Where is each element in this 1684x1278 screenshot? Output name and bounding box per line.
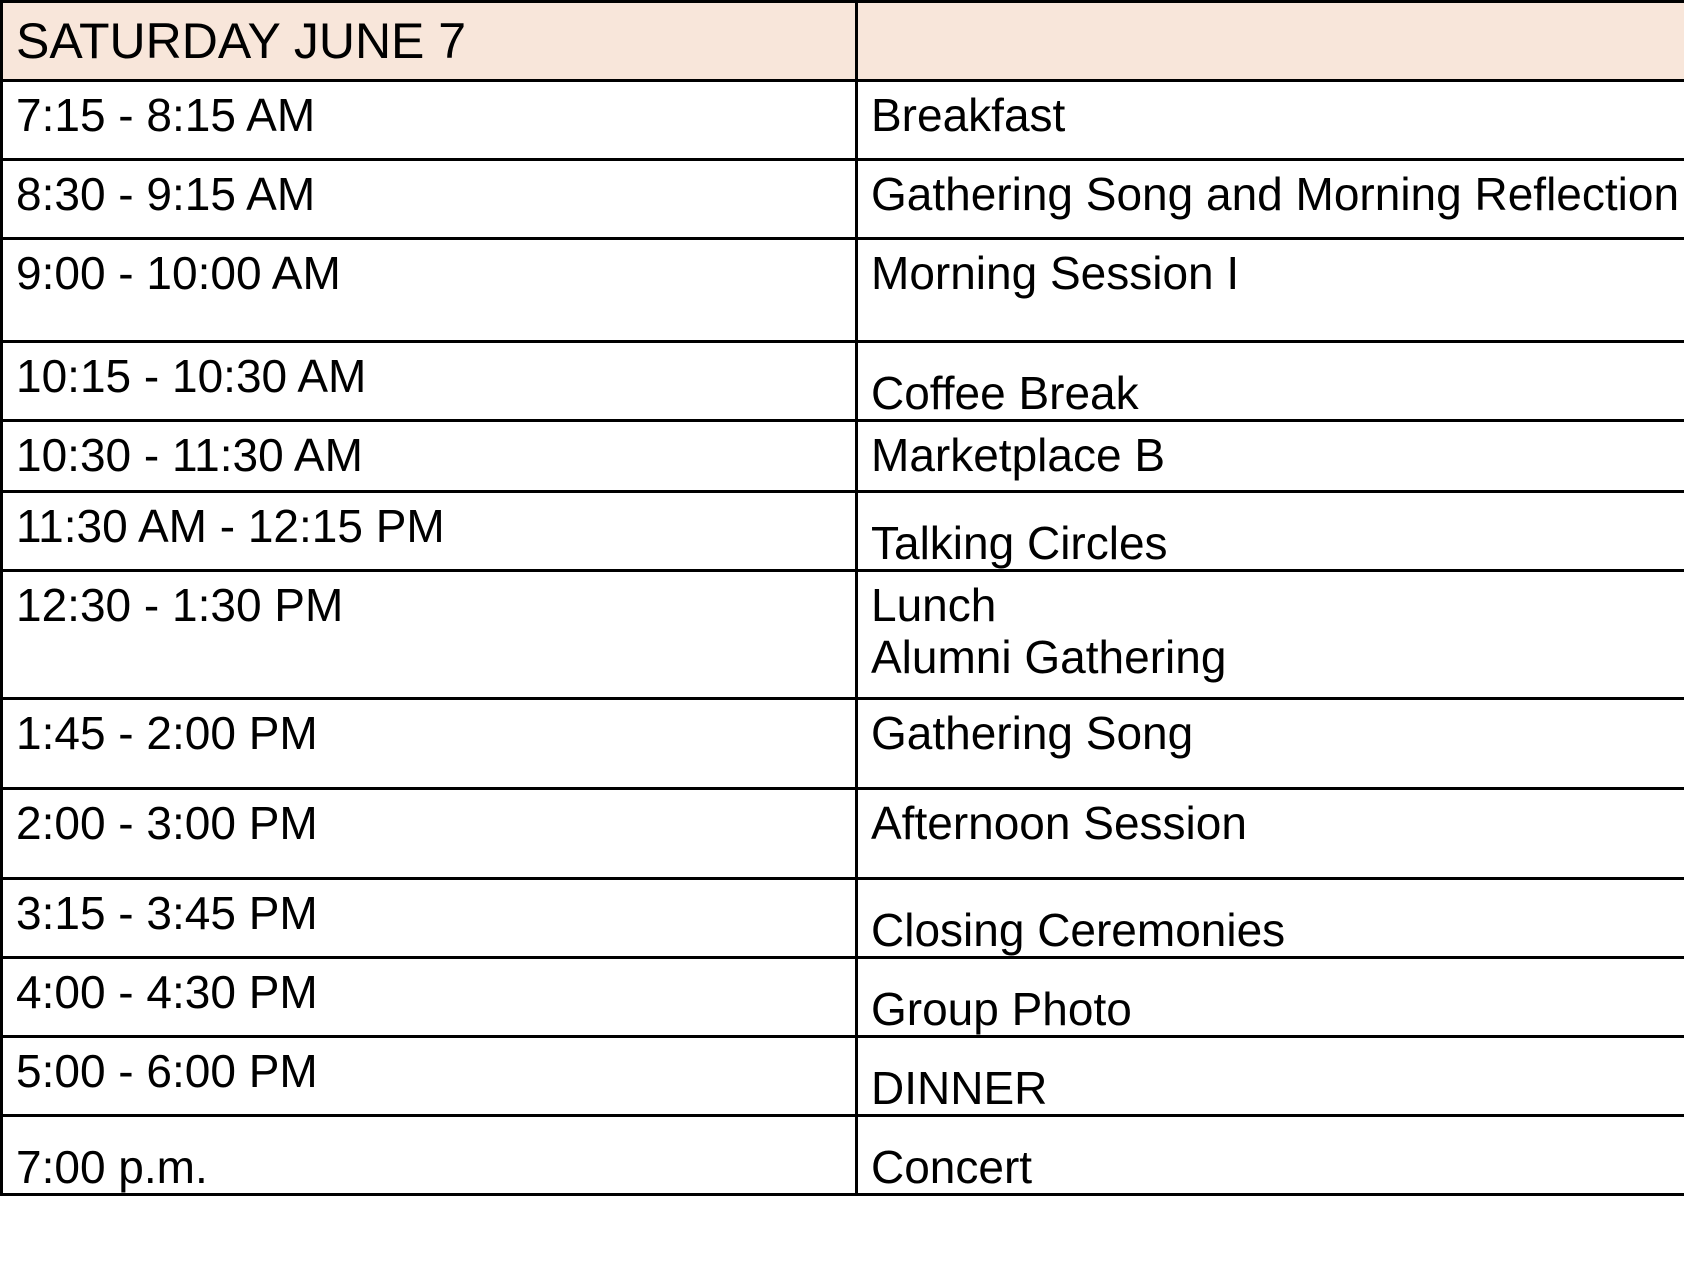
time-cell: [2, 342, 857, 421]
time-text: 11:30 AM - 12:15 PM: [16, 500, 445, 552]
schedule-row: [2, 342, 1684, 421]
time-text: 12:30 - 1:30 PM: [16, 579, 344, 631]
time-text: 10:15 - 10:30 AM: [16, 350, 367, 402]
event-cell: [857, 342, 1684, 421]
time-cell: [2, 699, 857, 789]
time-cell: [2, 571, 857, 699]
event-text: Gathering Song and Morning Reflection: [871, 168, 1680, 220]
event-text: Gathering Song: [871, 707, 1194, 759]
schedule-row: [2, 160, 1684, 239]
event-text-group: [871, 572, 1684, 683]
time-cell: [2, 789, 857, 879]
schedule-row: [2, 239, 1684, 342]
time-text: 10:30 - 11:30 AM: [16, 429, 363, 481]
event-cell: [857, 81, 1684, 160]
time-cell: [2, 879, 857, 958]
event-cell: [857, 1037, 1684, 1116]
time-text: 1:45 - 2:00 PM: [16, 707, 318, 759]
event-text: Breakfast: [871, 89, 1066, 141]
schedule-row: [2, 789, 1684, 879]
time-cell: [2, 1116, 857, 1195]
time-cell: [2, 239, 857, 342]
header-row: [2, 2, 1684, 81]
event-text: Concert: [871, 1141, 1033, 1193]
event-text: Closing Ceremonies: [871, 904, 1286, 956]
day-title: SATURDAY JUNE 7: [2, 2, 857, 81]
schedule-row: [2, 421, 1684, 492]
event-cell: [857, 1116, 1684, 1195]
time-cell: [2, 492, 857, 571]
time-text: 8:30 - 9:15 AM: [16, 168, 316, 220]
event-cell: [857, 879, 1684, 958]
time-text: 3:15 - 3:45 PM: [16, 887, 318, 939]
schedule-row: [2, 81, 1684, 160]
schedule-row: [2, 1037, 1684, 1116]
event-cell: [857, 239, 1684, 342]
event-text: Marketplace B: [871, 429, 1166, 481]
time-text: 4:00 - 4:30 PM: [16, 966, 318, 1018]
event-line: Alumni Gathering: [871, 631, 1227, 683]
event-cell: [857, 958, 1684, 1037]
schedule-row: [2, 699, 1684, 789]
time-text: 7:00 p.m.: [16, 1141, 208, 1193]
event-cell: [857, 421, 1684, 492]
event-text: Talking Circles: [871, 517, 1168, 569]
time-text: 5:00 - 6:00 PM: [16, 1045, 318, 1097]
time-cell: [2, 81, 857, 160]
event-text: Group Photo: [871, 983, 1132, 1035]
event-text: Coffee Break: [871, 367, 1139, 419]
time-text: 9:00 - 10:00 AM: [16, 247, 341, 299]
schedule-row: [2, 958, 1684, 1037]
event-cell: [857, 789, 1684, 879]
time-cell: [2, 421, 857, 492]
event-text: DINNER: [871, 1062, 1048, 1114]
header-empty-cell: [857, 2, 1684, 81]
time-cell: [2, 160, 857, 239]
time-text: 2:00 - 3:00 PM: [16, 797, 318, 849]
time-cell: [2, 958, 857, 1037]
event-line: Lunch: [871, 579, 997, 631]
event-text: Morning Session I: [871, 247, 1240, 299]
schedule-row: [2, 571, 1684, 699]
time-text: 7:15 - 8:15 AM: [16, 89, 316, 141]
event-cell: [857, 571, 1684, 699]
time-cell: [2, 1037, 857, 1116]
event-text: Afternoon Session: [871, 797, 1247, 849]
schedule-row: [2, 492, 1684, 571]
schedule-row: [2, 1116, 1684, 1195]
schedule-row: [2, 879, 1684, 958]
event-cell: [857, 699, 1684, 789]
event-cell: [857, 492, 1684, 571]
event-cell: [857, 160, 1684, 239]
